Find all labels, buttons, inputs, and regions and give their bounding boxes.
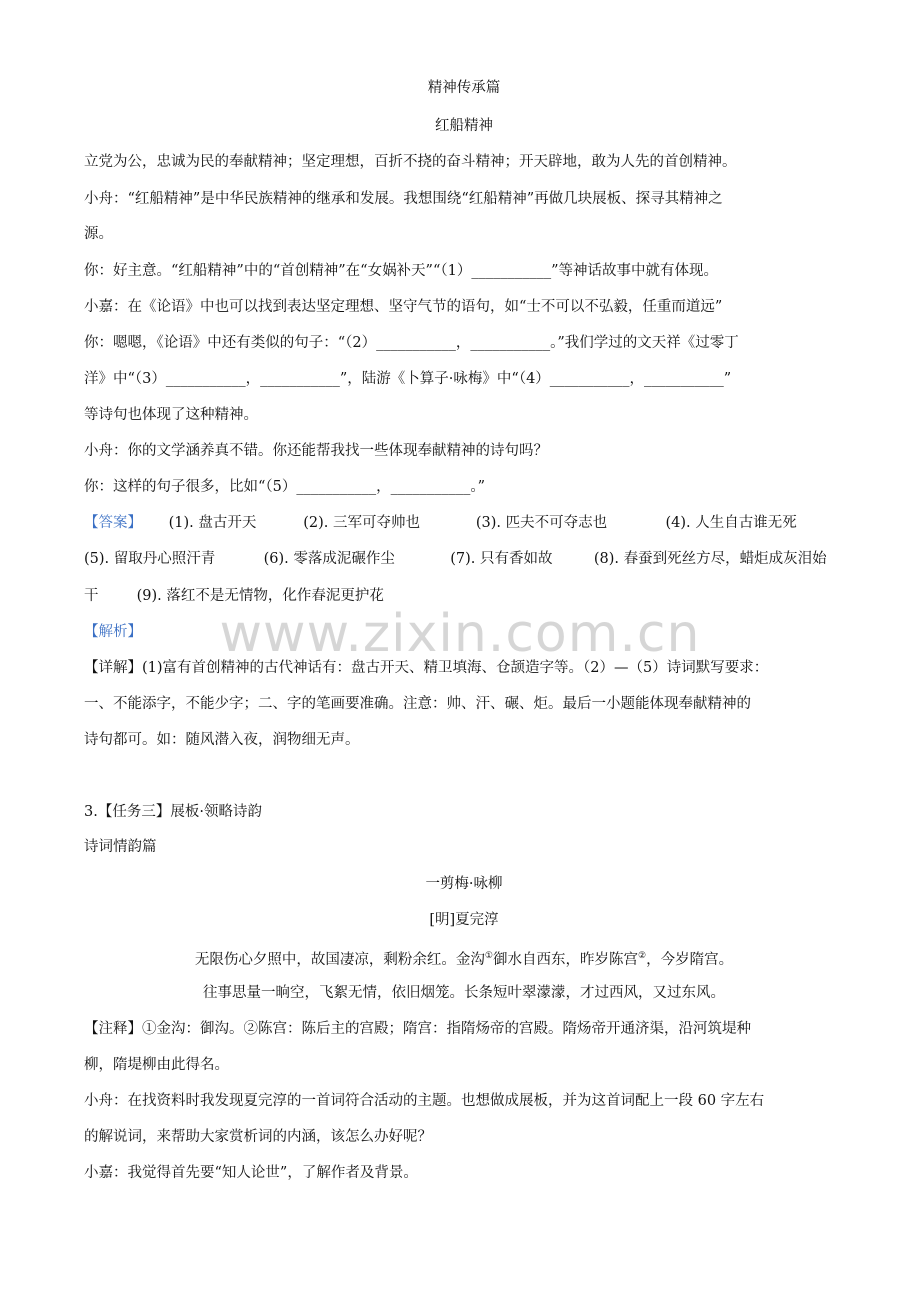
poem-author: [明]夏完淳 <box>429 912 499 928</box>
notes-line: 【注释】①金沟：御沟。②陈宫：陈后主的宫殿；隋宫：指隋炀帝的宫殿。隋炀帝开通济渠，沿河筑堤种 <box>84 1021 751 1037</box>
poem-line: 往事思量一晌空，飞絮无情，依旧烟笼。长条短叶翠濛濛，才过西风，又过东风。 <box>203 985 725 1001</box>
dialog-line: 小舟：在找资料时我发现夏完淳的一首词符合活动的主题。也想做成展板，并为这首词配上一段 60 字左右 <box>84 1093 765 1109</box>
dialog-line: 小舟：你的文学涵养真不错。你还能帮我找一些体现奉献精神的诗句吗？ <box>84 443 548 459</box>
watermark-text: www.zixin.com.cn <box>219 604 701 664</box>
task-subheading: 诗词情韵篇 <box>84 839 157 855</box>
dialog-line: 小嘉：我觉得首先要“知人论世”，了解作者及背景。 <box>84 1165 418 1181</box>
answer-item: (6). 零落成泥碾作尘 <box>263 551 395 567</box>
detail-line: 【详解】(1)富有首创精神的古代神话有：盘古开天、精卫填海、仓颉造字等。（2）—（5）诗词默写要求： <box>84 660 769 676</box>
answer-item: (9). 落红不是无情物，化作春泥更护花 <box>136 588 384 604</box>
task-heading: 3.【任务三】展板·领略诗韵 <box>84 804 262 820</box>
answer-row <box>84 586 844 606</box>
answer-item: (2). 三军可夺帅也 <box>303 515 420 531</box>
note-marker: ② <box>638 951 647 961</box>
dialog-line: 小嘉：在《论语》中也可以找到表达坚定理想、坚守气节的语句，如“士不可以不弘毅，任重而道远” <box>84 299 723 315</box>
dialog-line: 你：好主意。“红船精神”中的“首创精神”在“女娲补天”“（1）___________”等神话故事中就有体现。 <box>84 263 719 279</box>
dialog-line: 等诗句也体现了这种精神。 <box>84 407 258 423</box>
motto-line: 立党为公，忠诚为民的奉献精神；坚定理想，百折不挠的奋斗精神；开天辟地，敢为人先的首创精神。 <box>84 154 737 170</box>
dialog-line: 源。 <box>84 226 113 242</box>
section-subtitle: 红船精神 <box>435 118 493 134</box>
note-marker: ① <box>484 951 493 961</box>
poem-title: 一剪梅·咏柳 <box>425 876 503 892</box>
answer-item: 干 <box>84 588 99 604</box>
notes-line: 柳，隋堤柳由此得名。 <box>84 1057 229 1073</box>
poem-line <box>84 946 844 970</box>
answer-item: (8). 春蚕到死丝方尽，蜡炬成灰泪始 <box>593 551 827 567</box>
answer-label: 【答案】 <box>84 515 142 531</box>
dialog-line: 你：嗯嗯，《论语》中还有类似的句子：“（2）___________，___________。”我们学过的文天祥《过零丁 <box>84 335 739 351</box>
dialog-line: 小舟：“红船精神”是中华民族精神的继承和发展。我想围绕“红船精神”再做几块展板、探寻其精神之 <box>84 191 723 207</box>
dialog-line: 洋》中“（3）___________，___________”，陆游《卜算子·咏梅》中“（4）___________，___________” <box>84 371 732 387</box>
dialog-line: 你：这样的句子很多，比如“（5）___________，___________。” <box>84 479 486 495</box>
detail-line: 一、不能添字，不能少字；二、字的笔画要准确。注意：帅、汗、碾、炬。最后一小题能体现奉献精神的 <box>84 696 751 712</box>
answer-row <box>84 513 844 533</box>
answer-item: (3). 匹夫不可夺志也 <box>475 515 608 531</box>
detail-line: 诗句都可。如：随风潜入夜，润物细无声。 <box>84 732 360 748</box>
poem-text: 御水自西东，昨岁陈宫 <box>493 951 638 968</box>
section-title: 精神传承篇 <box>427 80 501 96</box>
dialog-line: 的解说词，来帮助大家赏析词的内涵，该怎么办好呢？ <box>84 1129 432 1145</box>
analysis-label: 【解析】 <box>84 624 142 640</box>
poem-text: 无限伤心夕照中，故国凄凉，剩粉余红。金沟 <box>194 951 485 968</box>
answer-item: (5). 留取丹心照汗青 <box>84 551 216 567</box>
answer-item: (1). 盘古开天 <box>168 515 257 531</box>
answer-item: (4). 人生自古谁无死 <box>665 515 797 531</box>
answer-row <box>84 549 844 569</box>
answer-item: (7). 只有香如故 <box>450 551 553 567</box>
poem-text: ，今岁隋宫。 <box>646 951 734 968</box>
